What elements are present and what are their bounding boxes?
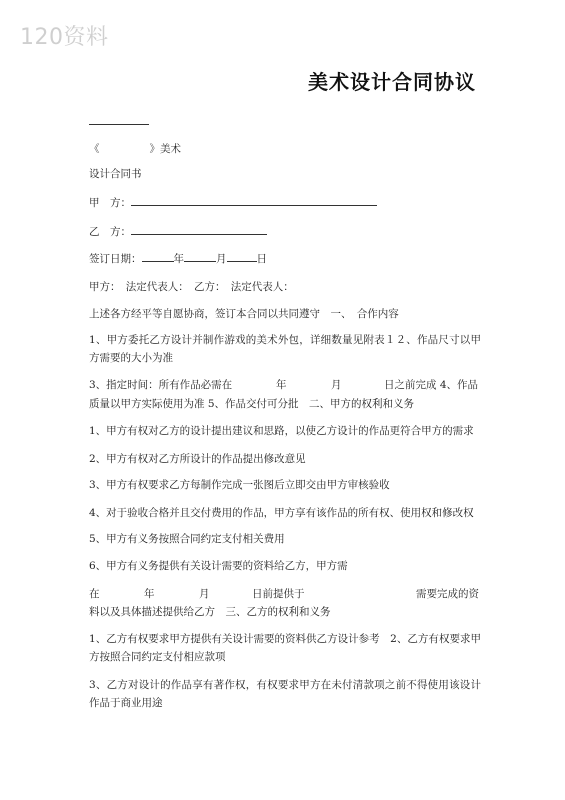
representatives-line: 甲方： 法定代表人： 乙方： 法定代表人： [89, 281, 294, 293]
document-title: 美术设计合同协议 [308, 70, 476, 94]
duty-6-before: 日前提供于 [252, 588, 305, 600]
party-b-line [89, 223, 267, 241]
book-title-open: 《 [89, 143, 100, 155]
book-title-close: 》美术 [149, 143, 181, 155]
day-label: 日 [256, 253, 267, 265]
clause-3-text-a: 3、指定时间：所有作品必需在 [89, 379, 233, 391]
party-a-duty-5: 5、甲方有义务按照合同约定支付相关费用 [89, 533, 285, 545]
day-blank [227, 250, 257, 262]
year-label: 年 [173, 253, 184, 265]
duty-6-month: 月 [199, 588, 210, 600]
clause-1-2: 1、甲方委托乙方设计并制作游戏的美术外包，详细数量见附表１２、作品尺寸以甲方需要的大小为准 [89, 334, 481, 364]
clause-3-text-b: 日之前完成 4、作品 [384, 379, 479, 391]
party-b-right-3: 3、乙方对设计的作品享有著作权，有权要求甲方在未付清款项之前不得使用该设计作品于商业用途 [89, 679, 481, 709]
party-b-label: 乙 方： [89, 226, 131, 238]
duty-6-at: 在 [89, 588, 100, 600]
party-a-right-2: 2、甲方有权对乙方所设计的作品提出修改意见 [89, 453, 306, 465]
party-a-duty-6: 6、甲方有义务提供有关设计需要的资料给乙方，甲方需 [89, 560, 348, 572]
duty-6-continued: 料以及具体描述提供给乙方 三、乙方的权利和义务 [89, 606, 331, 618]
sign-date-line [89, 250, 267, 268]
sign-date-label: 签订日期： [89, 253, 142, 265]
watermark: 120资料 [20, 25, 109, 50]
year-blank [142, 250, 174, 262]
party-a-label: 甲 方： [89, 197, 131, 209]
duty-6-need: 需要完成的资 [416, 588, 479, 600]
divider [89, 124, 149, 125]
clause-3-year: 年 [276, 379, 287, 391]
book-title-line [89, 140, 181, 158]
party-b-blank [131, 223, 267, 235]
party-b-rights-1-2: 1、乙方有权要求甲方提供有关设计需要的资料供乙方设计参考 2、乙方有权要求甲方按照合同约定支付相应款项 [89, 633, 481, 663]
month-label: 月 [216, 253, 227, 265]
clause-3-month: 月 [331, 379, 342, 391]
party-a-blank [131, 194, 377, 206]
party-a-right-3: 3、甲方有权要求乙方每制作完成一张图后立即交由甲方审核验收 [89, 479, 390, 491]
duty-6-year: 年 [144, 588, 155, 600]
intro-paragraph: 上述各方经平等自愿协商，签订本合同以共同遵守 一、 合作内容 [89, 308, 399, 320]
clause-3-continued: 质量以甲方实际使用为准 5、作品交付可分批 二、甲方的权利和义务 [89, 398, 415, 410]
month-blank [184, 250, 216, 262]
party-a-right-1: 1、甲方有权对乙方的设计提出建议和思路，以使乙方设计的作品更符合甲方的需求 [89, 425, 474, 437]
party-a-right-4: 4、对于验收合格并且交付费用的作品，甲方享有该作品的所有权、使用权和修改权 [89, 507, 474, 519]
party-a-line [89, 194, 377, 212]
contract-book-label: 设计合同书 [89, 168, 142, 180]
